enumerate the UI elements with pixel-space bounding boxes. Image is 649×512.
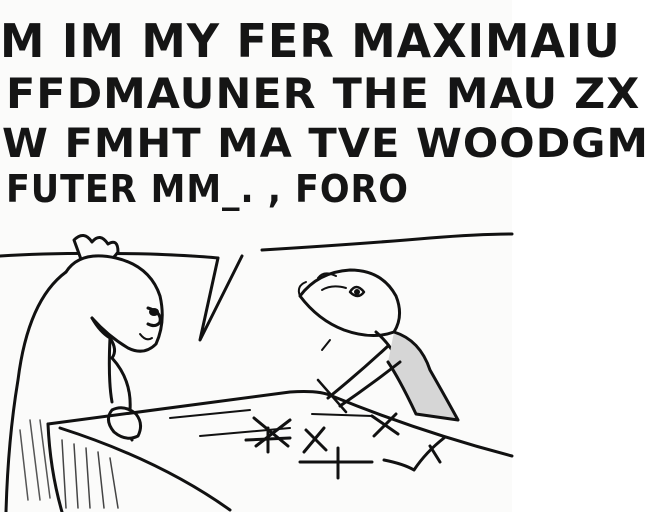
right-man-arm-lower (340, 362, 400, 406)
caption-line-1: M IM MY FER MAXIMAIU (0, 14, 621, 68)
mark-x-1 (254, 418, 290, 446)
mark-plus-2 (300, 448, 372, 478)
divider-line-right (262, 234, 512, 250)
table-marks (246, 414, 444, 478)
left-man-front (109, 338, 112, 402)
right-man-pupil (354, 289, 360, 295)
right-man-figure (299, 270, 458, 420)
mark-x-2 (304, 428, 326, 452)
left-man-back (6, 272, 66, 512)
left-man-figure (6, 235, 162, 512)
table-front-edge (48, 424, 62, 512)
mark-dash (430, 446, 440, 462)
right-man-head (300, 270, 400, 336)
left-man-shading (20, 420, 50, 500)
caption-line-3: W FMHT MA TVE WOODGM (2, 121, 649, 167)
left-man-eye (149, 308, 159, 316)
table-side (60, 428, 230, 510)
left-man-head (66, 256, 162, 351)
caption-line-2: FFDMAUNER THE MAU ZX (6, 69, 641, 118)
speech-bubble-tail (200, 256, 242, 340)
table-shading (62, 440, 118, 508)
right-man-arm (328, 346, 388, 398)
right-man-body (388, 332, 458, 420)
caption-line-4: FUTER MM_. , FORO (6, 167, 409, 211)
